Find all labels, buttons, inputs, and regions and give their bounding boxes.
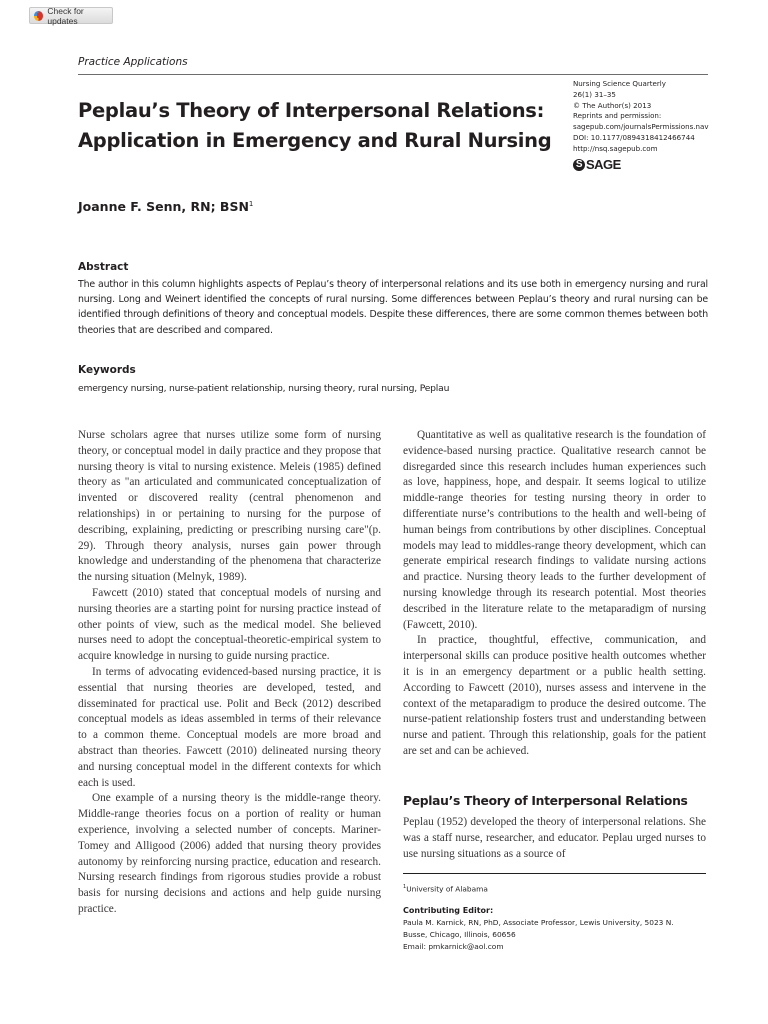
footnote-divider <box>403 873 706 874</box>
paragraph: One example of a nursing theory is the middle-range theory. Middle-range theories focus on a portion of reality or human experience, involving a selected number of concepts. Mariner-Tomey and Alligood (2006) added that nursing theory provides autonomy by reinforcing nursing practice, education and research. Nursing research findings from rigorous studies provide a robust basis for nursing decisions and actions and help guide nursing practice. <box>78 792 381 915</box>
author-name: Joanne F. Senn, RN; BSN <box>78 199 249 214</box>
permissions-link[interactable]: sagepub.com/journalsPermissions.nav <box>573 122 709 132</box>
paragraph: In terms of advocating evidenced-based nursing practice, it is essential that nursing theories are developed, tested, and disseminated for practical use. Polit and Beck (2012) described conceptual models as ideas assembled in terms of their relevance to a common theme. Conceptual models are more broad and abstract than theories. Fawcett (2010) delineated nursing theory and nursing conceptual model in the different contexts for which each is used. <box>78 665 381 789</box>
section-divider <box>78 74 708 75</box>
journal-volume: 26(1) 31–35 <box>573 89 616 99</box>
affiliation: University of Alabama <box>406 884 488 894</box>
body-left-column <box>78 428 381 918</box>
journal-site-link[interactable]: http://nsq.sagepub.com <box>573 143 658 153</box>
check-for-updates-label: Check for updates <box>47 5 84 26</box>
copyright: © The Author(s) 2013 <box>573 100 652 110</box>
doi[interactable]: DOI: 10.1177/0894318412466744 <box>573 132 695 142</box>
crossmark-icon <box>34 11 43 21</box>
affiliation-marker: 1 <box>248 199 254 208</box>
abstract-text: The author in this column highlights aspects of Peplau’s theory of interpersonal relations and its use both in emergency nursing and rural nursing. Long and Weinert identified the concepts of rural nursing. Some differences between Peplau’s theory and rural nursing can be identified through definitions of theory and conceptual models. Despite these differences, there are some common themes between both theories that are described and compared. <box>78 279 708 336</box>
editor-details-line1: Paula M. Karnick, RN, PhD, Associate Professor, Lewis University, 5023 N. <box>403 917 674 927</box>
paragraph: In practice, thoughtful, effective, communication, and interpersonal skills can produce positive health outcomes whether it is in an emergency department or a public health setting. According to Fawcett (2010), nurses assess and intervene in the context of the metaparadigm to produce the desired outcome. The nurse-patient relationship fosters trust and understanding between nurse and patient. Through this relationship, goals for the patient are set and can be achieved. <box>403 634 706 757</box>
abstract-heading: Abstract <box>78 261 129 273</box>
paragraph: Nurse scholars agree that nurses utilize some form of nursing theory, or conceptual model in daily practice and they propose that nursing theory is vital to nursing existence. Meleis (1985) defined theory as "an articulated and communicated conceptualization of invented or discovered reality (central phenomenon and relationships) in or pertaining to nursing for the purpose of describing, explaining, predicting or prescribing nursing care"(p. 29). Through theory analysis, nurses gain power through knowledge and understanding of the phenomena that characterize the nursing situation (Melnyk, 1989). <box>78 429 381 584</box>
section-label: Practice Applications <box>78 56 188 68</box>
editor-details-line2: Busse, Chicago, Illinois, 60656 <box>403 930 516 940</box>
subsection-body <box>403 815 706 862</box>
subsection-heading: Peplau’s Theory of Interpersonal Relations <box>403 794 688 808</box>
keywords-heading: Keywords <box>78 364 136 376</box>
journal-name: Nursing Science Quarterly <box>573 79 666 88</box>
journal-info <box>573 79 763 155</box>
paragraph: Quantitative as well as qualitative research is the foundation of evidence-based nursing practice. Qualitative research cannot be disregarded since this research includes human experiences such as love, happiness, hope, and despair. It seems logical to utilize middle-range theories for testing nursing theory in order to differentiate nurse’s contributions to the health and well-being of human beings from contributions by other disciplines. Conceptual models may lead to middles-range theory development, which can generate empirical research findings to validate nursing actions and practice. Nursing theory leads to the further development of nursing knowledge through its research potential. Most theories described in the literature relate to the metaparadigm of nursing (Fawcett, 2010). <box>403 429 706 631</box>
sage-logo <box>573 157 621 172</box>
reprints-label: Reprints and permission: <box>573 111 662 121</box>
check-for-updates-button[interactable] <box>29 7 113 24</box>
editor-email[interactable]: Email: pmkarnick@aol.com <box>403 942 504 952</box>
body-right-column <box>403 428 706 760</box>
contributing-editor-heading: Contributing Editor: <box>403 905 494 915</box>
article-title: Peplau’s Theory of Interpersonal Relations: Application in Emergency and Rural Nursing <box>78 99 552 152</box>
sage-mark-icon: S <box>573 159 585 171</box>
sage-wordmark: SAGE <box>586 157 621 172</box>
paragraph: Peplau (1952) developed the theory of interpersonal relations. She was a staff nurse, researcher, and educator. Peplau urged nurses to use nursing situations as a source of <box>403 816 706 860</box>
footnote-marker: 1 <box>403 884 407 890</box>
keywords-text: emergency nursing, nurse-patient relationship, nursing theory, rural nursing, Peplau <box>78 383 450 394</box>
footnote <box>403 881 723 953</box>
author-line <box>78 199 253 214</box>
paragraph: Fawcett (2010) stated that conceptual models of nursing and nursing theories are a starting point for nursing practice instead of other points of view, such as the medical model. She believed nurses need to adopt the conceptual-theoretic-empirical system to acquire knowledge in nursing to guide nursing practice. <box>78 586 381 663</box>
